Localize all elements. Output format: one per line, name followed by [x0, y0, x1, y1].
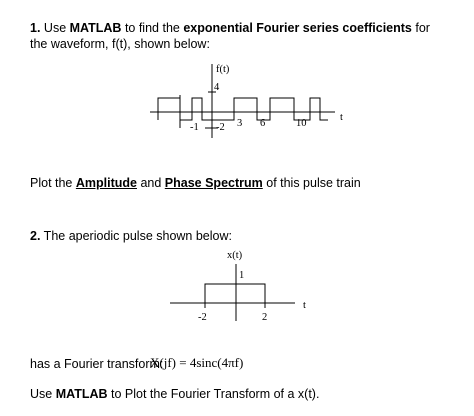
plot-instruction — [30, 176, 361, 190]
plot-pre: Plot the — [30, 176, 76, 190]
x-label: x(t) — [227, 250, 243, 261]
final-instruction — [30, 387, 319, 401]
ft-formula: X(jf) = 4sinc(4πf) — [150, 355, 244, 370]
aperiodic-pulse-figure — [170, 246, 330, 326]
amp-label: 4 — [214, 82, 220, 93]
last-pre: Use — [30, 387, 56, 401]
pulse-train — [158, 98, 328, 120]
q1-matlab: MATLAB — [69, 21, 122, 35]
plot-post: of this pulse train — [262, 176, 361, 190]
amp-label-2: 1 — [239, 270, 245, 281]
t-label: t — [340, 112, 343, 123]
q1-number: 1. — [30, 21, 41, 35]
tick-2: 2 — [262, 312, 268, 323]
last-post: to Plot the Fourier Transform of a x(t). — [107, 387, 320, 401]
q1-mid: to find the — [121, 21, 184, 35]
tick-neg1: -1 — [190, 122, 199, 133]
waveform-figure — [150, 60, 350, 145]
q1-post: for the waveform, f(t), shown below: — [30, 21, 430, 51]
q2-text: The aperiodic pulse shown below: — [40, 229, 232, 243]
phase-spectrum-term: Phase Spectrum — [164, 176, 263, 190]
t-label-2: t — [303, 300, 306, 311]
plot-and: and — [136, 176, 165, 190]
q2-number: 2. — [30, 229, 41, 243]
amplitude-term: Amplitude — [75, 176, 137, 190]
ft-statement: has a Fourier transform: — [30, 357, 164, 371]
tick-neg2: -2 — [198, 312, 207, 323]
neg-amp-label: -2 — [216, 122, 225, 133]
tick-3: 3 — [237, 118, 243, 129]
question-2 — [30, 229, 232, 243]
last-matlab: MATLAB — [55, 387, 108, 401]
tick-10: 10 — [296, 118, 307, 129]
q1-pre: Use — [43, 21, 70, 35]
rect-pulse — [205, 284, 265, 303]
question-1 — [30, 20, 450, 52]
f-label: f(t) — [216, 64, 230, 75]
tick-6: 6 — [260, 118, 266, 129]
q1-bold-phrase: exponential Fourier series coefficients — [183, 21, 412, 35]
